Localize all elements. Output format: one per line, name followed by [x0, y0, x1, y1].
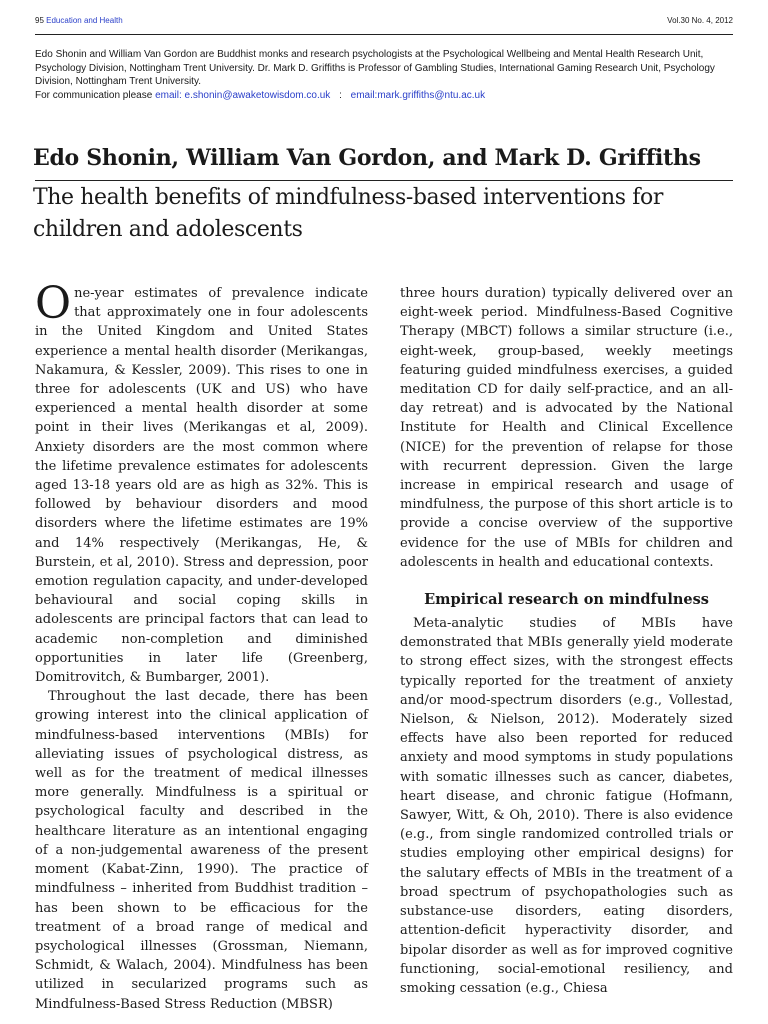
running-header: [35, 16, 733, 30]
body-column-left: [35, 278, 368, 1014]
body-column-right: [400, 284, 733, 998]
email-link-shonin[interactable]: email: e.shonin@awaketowisdom.co.uk: [155, 89, 331, 101]
article-authors: Edo Shonin, William Van Gordon, and Mark D. Griffiths: [33, 145, 701, 171]
body-paragraph: three hours duration) typically delivered over an eight-week period. Mindfulness-Based Cognitive Therapy (MBCT) follows a similar structure (i.e., eight-week, group-based, weekly meetings featuring guided mindfulness exercises, a guided meditation CD for daily self-practice, and an all-day retreat) and is advocated by the National Institute for Health and Clinical Excellence (NICE) for the prevention of relapse for those with recurrent depression. Given the large increase in empirical research and usage of mindfulness, the purpose of this short article is to provide a concise overview of the supportive evidence for the use of MBIs for children and adolescents in health and educational contexts.: [400, 286, 733, 570]
email-link-griffiths[interactable]: email:mark.griffiths@ntu.ac.uk: [350, 89, 486, 101]
body-paragraph: Throughout the last decade, there has been growing interest into the clinical application of mindfulness-based interventions (MBIs) for alleviating issues of psychological distress, as well as for the treatment of medical illnesses more generally. Mindfulness is a spiritual or psychological faculty and described in the healthcare literature as an intentional engaging of a non-judgemental awareness of the present moment (Kabat-Zinn, 1990). The practice of mindfulness – inherited from Buddhist tradition – has been shown to be efficacious for the treatment of a broad range of medical and psychological illnesses (Grossman, Niemann, Schmidt, & Walach, 2004). Mindfulness has been utilized in secularized programs such as Mindfulness-Based Stress Reduction (MBSR): [35, 689, 368, 1012]
contact-label: For communication please: [35, 89, 153, 101]
body-paragraph: [35, 278, 368, 687]
page-number: 95: [35, 16, 44, 25]
title-divider: [35, 180, 733, 181]
author-affiliation: [35, 48, 735, 102]
paragraph-text: ne-year estimates of prevalence indicate that approximately one in four adolescents in the United Kingdom and United States experience a mental health disorder (Merikangas, Nakamura, & Kessler, 2009). This rises to one in three for adolescents (UK and US) who have experienced a mental health disorder at some point in their lives (Merikangas et al, 2009). Anxiety disorders are the most common where the lifetime prevalence estimates for adolescents aged 13-18 years old are as high as 32%. This is followed by behaviour disorders and mood disorders where the lifetime estimates are 19% and 14% respectively (Merikangas, He, & Burstein, et al, 2010). Stress and depression, poor emotion regulation capacity, and under-developed behavioural and social coping skills in adolescents are principal factors that can lead to academic non-completion and diminished opportunities in later life (Greenberg, Domitrovitch, & Bumbarger, 2001).: [35, 286, 368, 686]
email-separator: :: [339, 89, 342, 101]
drop-cap: O: [35, 278, 72, 329]
journal-name: Education and Health: [46, 16, 123, 25]
body-paragraph: Meta-analytic studies of MBIs have demonstrated that MBIs generally yield moderate to strong effect sizes, with the strongest effects typically reported for the treatment of anxiety and/or mood-spectrum disorders (e.g., Vollestad, Nielson, & Nielson, 2012). Moderately sized effects have also been reported for reduced anxiety and mood symptoms in study populations with somatic illnesses such as cancer, diabetes, heart disease, and chronic fatigue (Hofmann, Sawyer, Witt, & Oh, 2010). There is also evidence (e.g., from single randomized controlled trials or studies employing other empirical designs) for the salutary effects of MBIs in the treatment of a broad spectrum of psychopathologies such as substance-use disorders, eating disorders, attention-deficit hyperactivity disorder, and bipolar disorder as well as for improved cognitive functioning, social-emotional resiliency, and smoking cessation (e.g., Chiesa: [400, 616, 733, 996]
header-left: [35, 16, 123, 25]
volume-issue: Vol.30 No. 4, 2012: [667, 16, 733, 25]
header-divider: [35, 34, 733, 35]
affiliation-text: Edo Shonin and William Van Gordon are Buddhist monks and research psychologists at the Psychological Wellbeing and Mental Health Research Unit, Psychology Division, Nottingham Trent University. Dr. Mark D. Griffiths is Professor of Gambling Studies, International Gaming Research Unit, Psychology Division, Nottingham Trent University.: [35, 49, 715, 87]
article-title: The health benefits of mindfulness-based interventions for children and adolescents: [33, 185, 663, 242]
section-heading: Empirical research on mindfulness: [424, 591, 709, 609]
